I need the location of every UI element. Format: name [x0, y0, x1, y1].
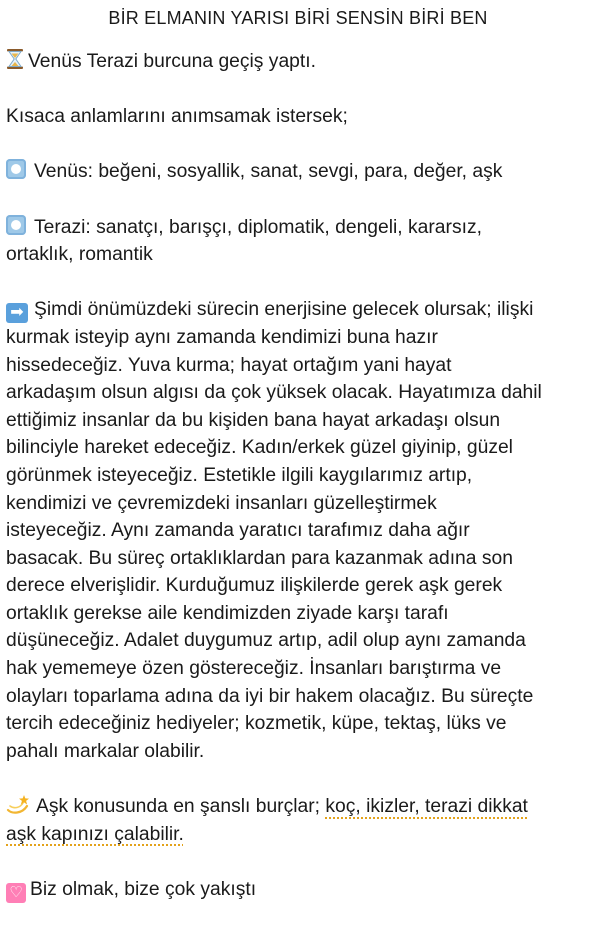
lucky-highlight-1: koç, ikizler, terazi dikkat	[325, 796, 528, 818]
paragraph-line: pahalı markalar olabilir.	[6, 740, 205, 762]
dizzy-star-icon	[6, 794, 30, 814]
paragraph-line: ettiğimiz insanlar da bu kişiden bana hayat arkadaşı olsun	[6, 409, 501, 431]
paragraph-line: hak yememeye özen göstereceğiz. İnsanları barıştırma ve	[6, 658, 502, 680]
venus-text: Venüs: beğeni, sosyallik, sanat, sevgi, para, değer, aşk	[34, 161, 503, 183]
lucky-line-2	[6, 821, 590, 849]
paragraph-line: düşüneceğiz. Adalet duygumuz artıp, adil olup aynı zamanda	[6, 630, 526, 652]
post-title: BİR ELMANIN YARISI BİRİ SENSİN BİRİ BEN	[108, 8, 488, 28]
lead-line: Kısaca anlamlarını anımsamak istersek;	[6, 106, 348, 128]
paragraph-line: ortaklık gerekse aile kendimizden ziyade karşı tarafı	[6, 602, 449, 624]
closing-text: Biz olmak, bize çok yakıştı	[30, 878, 257, 900]
hourglass-icon	[6, 49, 24, 69]
paragraph-line: kendimizi ve çevremizdeki insanları güzelleştirmek	[6, 492, 437, 514]
right-arrow-icon: ➡	[6, 303, 28, 323]
closing-line	[6, 876, 590, 904]
lucky-prefix: Aşk konusunda en şanslı burçlar;	[36, 796, 326, 818]
terazi-text-1: Terazi: sanatçı, barışçı, diplomatik, dengeli, kararsız,	[34, 216, 482, 238]
paragraph-line: derece elverişlidir. Kurduğumuz ilişkilerde gerek aşk gerek	[6, 575, 503, 597]
paragraph-line: hissedeceğiz. Yuva kurma; hayat ortağım yani hayat	[6, 354, 452, 376]
paragraph-text-1: Şimdi önümüzdeki sürecin enerjisine gelecek olursak; ilişki	[34, 299, 534, 321]
paragraph-line: olayları toparlama adına da iyi bir hakem olacağız. Bu süreçte	[6, 685, 534, 707]
paragraph-line: bilinciyle hareket edeceğiz. Kadın/erkek güzel giyinip, güzel	[6, 437, 513, 459]
terazi-line-2: ortaklık, romantik	[6, 244, 153, 266]
terazi-line-1	[6, 214, 590, 242]
paragraph-line: kurmak isteyip aynı zamanda kendimizi buna hazır	[6, 326, 438, 348]
heart-icon: ♡	[6, 883, 26, 903]
lucky-highlight-2: aşk kapınızı çalabilir.	[6, 823, 184, 845]
blue-square-icon	[6, 215, 26, 235]
paragraph-line: arkadaşım olsun algısı da çok yüksek olacak. Hayatımıza dahil	[6, 382, 542, 404]
paragraph-line: görünmek isteyeceğiz. Estetikle ilgili kaygılarımız artıp,	[6, 464, 473, 486]
paragraph-line: isteyeceğiz. Aynı zamanda yaratıcı tarafımız daha ağır	[6, 520, 470, 542]
blue-square-icon	[6, 159, 26, 179]
paragraph-line: tercih edeceğiniz hediyeler; kozmetik, küpe, tektaş, lüks ve	[6, 713, 507, 735]
venus-line	[6, 158, 590, 186]
intro-text: Venüs Terazi burcuna geçiş yaptı.	[28, 51, 316, 72]
paragraph-line: basacak. Bu süreç ortaklıklardan para kazanmak adına son	[6, 547, 513, 569]
lucky-line-1	[6, 793, 590, 821]
paragraph-line-1	[6, 296, 590, 324]
intro-line	[6, 48, 590, 76]
